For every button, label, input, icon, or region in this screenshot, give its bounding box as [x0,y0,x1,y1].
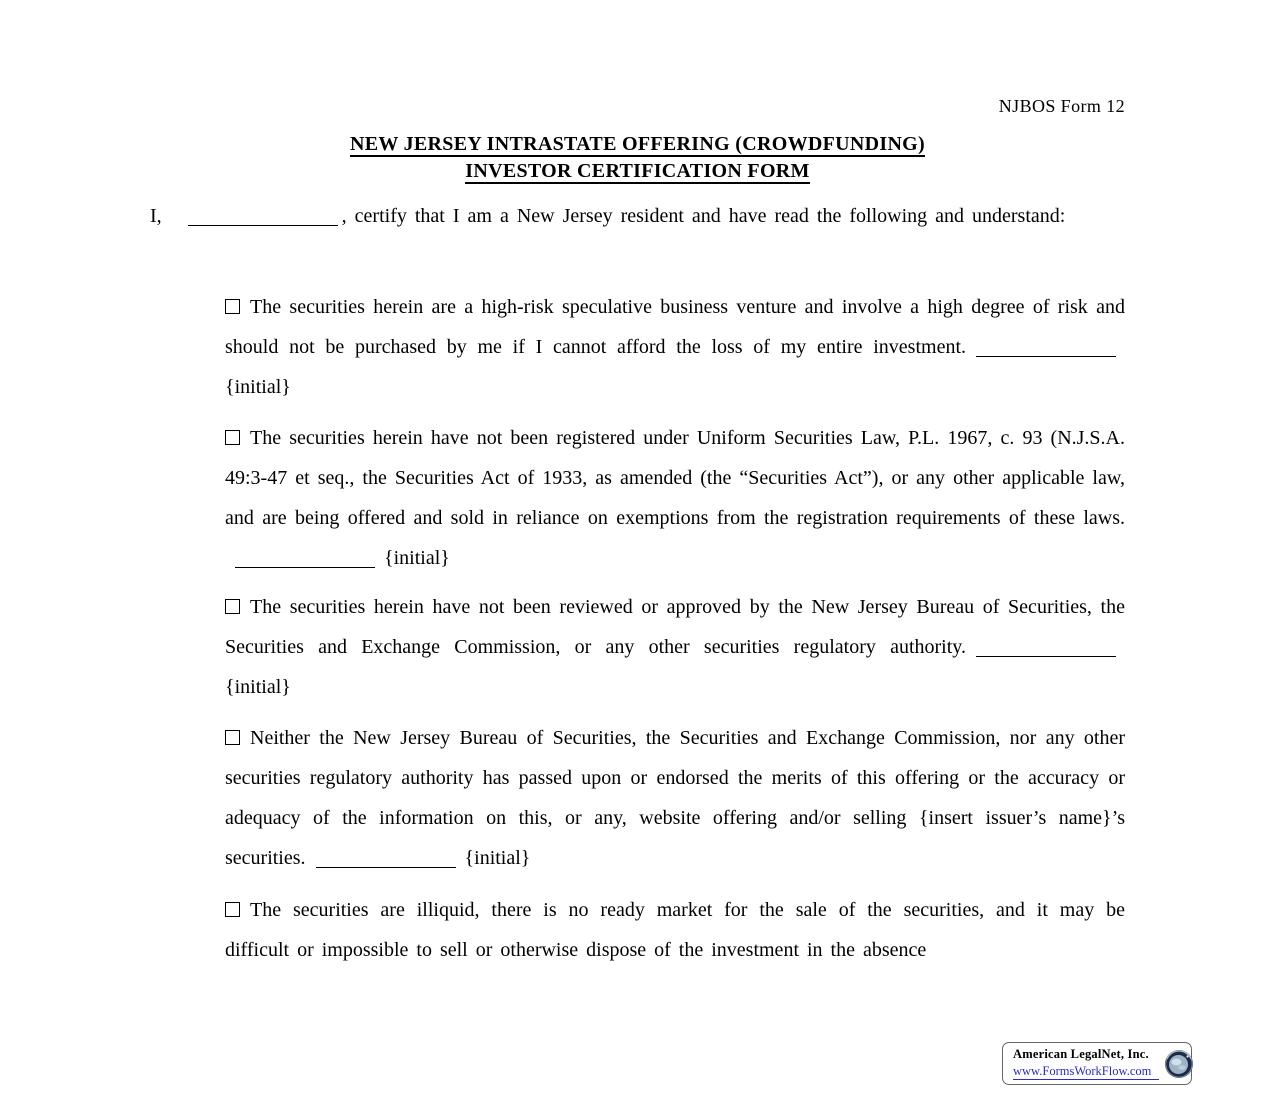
certification-text: The securities herein have not been reviewed or approved by the New Jersey Bureau of Securities, the Securities and Exchange Commission, or any other securities regulatory authority. [225,596,1125,658]
checkbox-icon[interactable] [225,902,240,917]
intro-suffix: , certify that I am a New Jersey resident and have read the following and understand: [341,205,1066,227]
certification-text: The securities herein have not been registered under Uniform Securities Law, P.L. 1967, c. 93 (N.J.S.A. 49:3-47 et seq., the Securities Act of 1933, as amended (the “Securities Act”), or any other applicable law, and are being offered and sold in reliance on exemptions from the registration requirements of these laws. [225,427,1125,529]
checkbox-icon[interactable] [225,730,240,745]
initial-label: {initial} [225,676,291,698]
legalnet-company-name: American LegalNet, Inc. [1013,1047,1149,1061]
initial-blank[interactable] [976,642,1116,657]
initial-label: {initial} [384,547,450,569]
form-title-line2: INVESTOR CERTIFICATION FORM [465,160,810,182]
legalnet-credit-box [1002,1042,1192,1085]
certification-text: The securities herein are a high-risk speculative business venture and involve a high degree of risk and should not be purchased by me if I cannot afford the loss of my entire investment. [225,296,1125,358]
formsworkflow-link[interactable]: www.FormsWorkFlow.com [1013,1064,1159,1080]
globe-icon [1164,1049,1194,1079]
intro-prefix: I, [150,205,162,227]
certification-text: Neither the New Jersey Bureau of Securities, the Securities and Exchange Commission, nor any other securities regulatory authority has passed upon or endorsed the merits of this offering or the accuracy or adequacy of the information on this, or any, website offering and/or selling {insert issuer’s name}’s securities. [225,727,1125,869]
form-number: NJBOS Form 12 [998,96,1125,116]
intro-paragraph [150,196,1125,236]
certification-item-4 [225,718,1125,878]
initial-blank[interactable] [235,553,375,568]
certification-text: The securities are illiquid, there is no ready market for the sale of the securities, and it may be difficult or impossible to sell or otherwise dispose of the investment in the absence [225,899,1125,961]
checkbox-icon[interactable] [225,299,240,314]
initial-label: {initial} [464,847,531,869]
certification-item-1 [225,287,1125,407]
initial-label: {initial} [225,376,291,398]
investor-name-blank[interactable] [188,211,338,226]
form-title [0,131,1275,185]
checkbox-icon[interactable] [225,430,240,445]
form-title-line1: NEW JERSEY INTRASTATE OFFERING (CROWDFUNDING) [349,133,926,155]
certification-item-5 [225,890,1125,970]
legalnet-credit-text [1013,1047,1159,1080]
initial-blank[interactable] [976,342,1116,357]
initial-blank[interactable] [316,853,456,868]
checkbox-icon[interactable] [225,599,240,614]
certification-item-3 [225,587,1125,707]
certification-item-2 [225,418,1125,578]
